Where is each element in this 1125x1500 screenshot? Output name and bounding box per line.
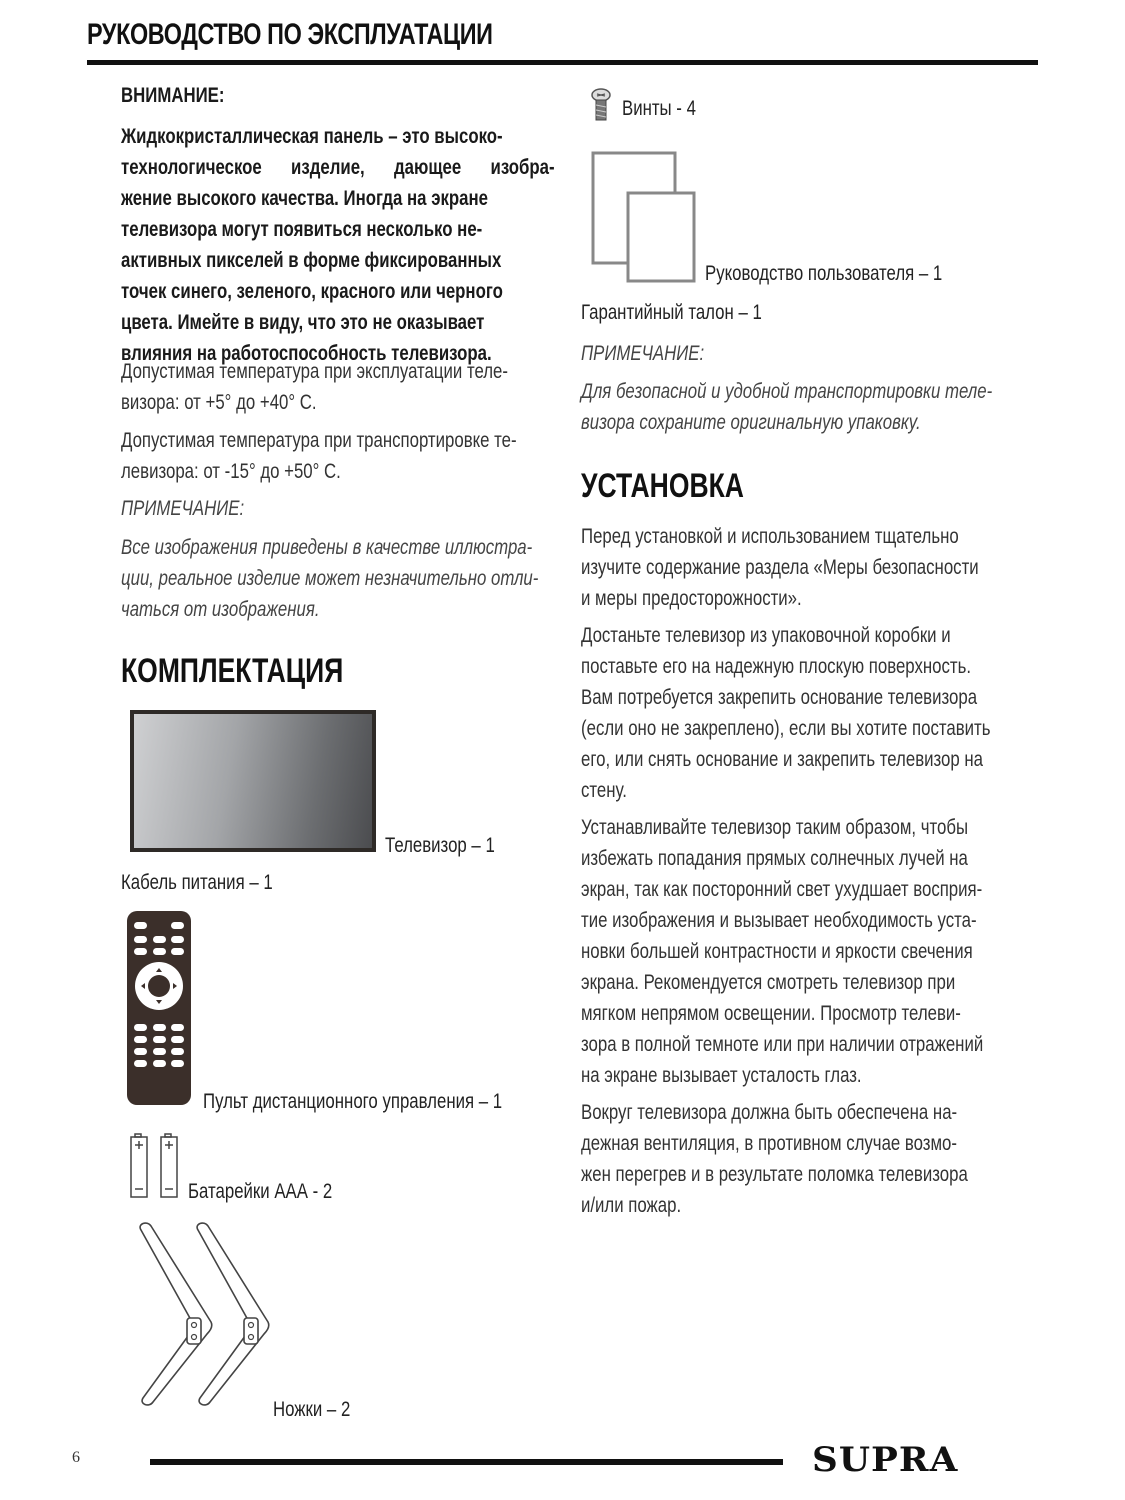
- text-line: Для безопасной и удобной транспортировки теле-: [581, 380, 993, 403]
- tv-screen: [134, 714, 372, 848]
- transport-note: [581, 376, 1121, 438]
- text-line: изучите содержание раздела «Меры безопасности: [581, 556, 979, 579]
- text-line: мягком непрямом освещении. Просмотр телеви-: [581, 1002, 961, 1025]
- package-item-screws: Винты - 4: [622, 97, 696, 120]
- text-line: влияния на работоспособность телевизора.: [121, 342, 492, 365]
- package-heading: КОМПЛЕКТАЦИЯ: [121, 652, 344, 690]
- text-line: чаться от изображения.: [121, 598, 320, 621]
- package-item-power-cable: Кабель питания – 1: [121, 871, 273, 894]
- text-line: новки большей контрастности и яркости свечения: [581, 940, 973, 963]
- text-line: (если оно не закреплено), если вы хотите поставить: [581, 717, 991, 740]
- footer-divider: [150, 1459, 783, 1465]
- install-paragraph-4: [581, 1097, 1121, 1221]
- text-line: его, или снять основание и закрепить телевизор на: [581, 748, 983, 771]
- attention-paragraph: [121, 121, 663, 369]
- text-line: тие изображения и вызывает необходимость уста-: [581, 909, 977, 932]
- text-line: цвета. Имейте в виду, что это не оказывает: [121, 311, 485, 334]
- text-line: Допустимая температура при транспортировке те-: [121, 429, 517, 452]
- install-paragraph-3: [581, 812, 1121, 1091]
- install-paragraph-2: [581, 620, 1121, 806]
- header-divider: [87, 60, 1038, 65]
- text-line: стену.: [581, 779, 627, 802]
- text-line: Жидкокристаллическая панель – это высоко-: [121, 125, 503, 148]
- text-line: Вокруг телевизора должна быть обеспечена на-: [581, 1101, 958, 1124]
- operating-temperature: [121, 356, 661, 418]
- tv-icon: [130, 710, 376, 852]
- text-line: жение высокого качества. Иногда на экране: [121, 187, 488, 210]
- text-line: телевизора могут появиться несколько не-: [121, 218, 483, 241]
- note-label: ПРИМЕЧАНИЕ:: [121, 497, 245, 520]
- page-header-title: РУКОВОДСТВО ПО ЭКСПЛУАТАЦИИ: [87, 18, 493, 51]
- text-line: дежная вентиляция, в противном случае возмо-: [581, 1132, 957, 1155]
- text-line: Достаньте телевизор из упаковочной коробки и: [581, 624, 951, 647]
- package-item-manual: Руководство пользователя – 1: [705, 262, 943, 285]
- screw-icon: [591, 88, 611, 127]
- attention-heading: ВНИМАНИЕ:: [121, 84, 225, 107]
- text-line: жен перегрев и в результате поломка телевизора: [581, 1163, 968, 1186]
- remote-control-icon: [126, 910, 192, 1111]
- text-line: левизора: от -15° до +50° С.: [121, 460, 341, 483]
- text-line: и меры предосторожности».: [581, 587, 802, 610]
- text-line: экран, так как посторонний свет ухудшает восприя-: [581, 878, 983, 901]
- package-item-batteries: Батарейки ААА - 2: [188, 1180, 333, 1203]
- transport-temperature: [121, 425, 661, 487]
- text-line: и/или пожар.: [581, 1194, 682, 1217]
- text-line: визора сохраните оригинальную упаковку.: [581, 411, 921, 434]
- battery-icon: [129, 1131, 183, 1204]
- text-line: ции, реальное изделие может незначительно отли-: [121, 567, 539, 590]
- text-line: Допустимая температура при эксплуатации теле-: [121, 360, 508, 383]
- text-line: Устанавливайте телевизор таким образом, чтобы: [581, 816, 969, 839]
- text-line: визора: от +5° до +40° С.: [121, 391, 317, 414]
- package-item-remote: Пульт дистанционного управления – 1: [203, 1090, 503, 1113]
- package-item-warranty: Гарантийный талон – 1: [581, 301, 762, 324]
- stand-leg-icon: [133, 1222, 283, 1417]
- text-line: точек синего, зеленого, красного или черного: [121, 280, 503, 303]
- text-line: активных пикселей в форме фиксированных: [121, 249, 502, 272]
- text-line: Перед установкой и использованием тщательно: [581, 525, 959, 548]
- package-item-tv: Телевизор – 1: [385, 834, 495, 857]
- text-line: на экране вызывает усталость глаз.: [581, 1064, 862, 1087]
- illustration-note: [121, 532, 661, 625]
- text-line: поставьте его на надежную плоскую поверхность.: [581, 655, 971, 678]
- text-line: избежать попадания прямых солнечных лучей на: [581, 847, 968, 870]
- text-line: Вам потребуется закрепить основание телевизора: [581, 686, 978, 709]
- text-line: технологическое изделие, дающее изобра-: [121, 156, 555, 179]
- transport-note-label: ПРИМЕЧАНИЕ:: [581, 342, 705, 365]
- text-line: Все изображения приведены в качестве иллюстра-: [121, 536, 533, 559]
- text-line: экрана. Рекомендуется смотреть телевизор при: [581, 971, 956, 994]
- brand-logo: SUPRA: [812, 1440, 959, 1480]
- documents-icon: [591, 151, 697, 288]
- install-heading: УСТАНОВКА: [581, 467, 744, 505]
- install-paragraph-1: [581, 521, 1121, 614]
- text-line: зора в полной темноте или при наличии отражений: [581, 1033, 984, 1056]
- page-number: 6: [72, 1449, 80, 1466]
- package-item-legs: Ножки – 2: [273, 1398, 351, 1421]
